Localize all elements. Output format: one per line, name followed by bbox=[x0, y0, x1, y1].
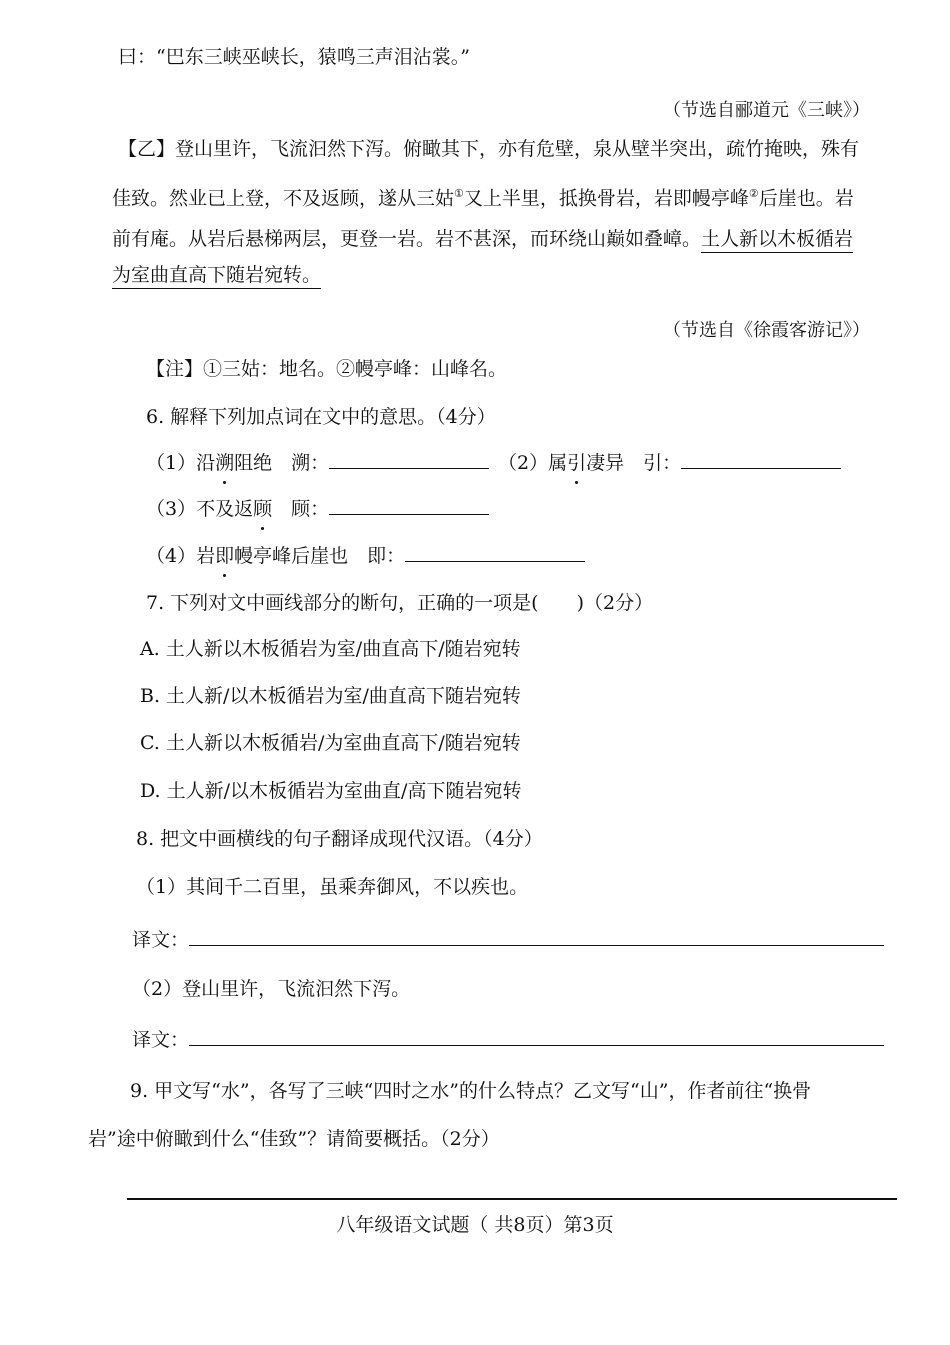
annotation-note: 【注】①三姑：地名。②幔亭峰：山峰名。 bbox=[146, 358, 508, 380]
q8-title: 8. 把文中画横线的句子翻译成现代汉语。（4分） bbox=[136, 828, 543, 850]
q7-title: 7. 下列对文中画线部分的断句，正确的一项是( )（2分） bbox=[146, 592, 654, 614]
translate-label: 译文： bbox=[132, 929, 190, 951]
q7-option-a: A. 土人新以木板循岩为室/曲直高下/随岩宛转 bbox=[140, 638, 521, 660]
q6-text: （2）属 bbox=[498, 452, 568, 474]
footnote-marker: ① bbox=[454, 187, 464, 200]
jia-passage-end: 曰：“巴东三峡巫峡长，猿鸣三声泪沾裳。” bbox=[118, 46, 470, 68]
dotted-word: 即 bbox=[215, 545, 235, 567]
yi-passage-line1 bbox=[118, 136, 859, 162]
q9-line2: 岩”途中俯瞰到什么“佳致”？请简要概括。（2分） bbox=[88, 1128, 500, 1150]
q8-sentence1: （1）其间千二百里，虽乘奔御风，不以疾也。 bbox=[136, 876, 529, 898]
yi-source: （节选自《徐霞客游记》） bbox=[663, 320, 870, 341]
q8-sentence2: （2）登山里许，飞流汩然下泻。 bbox=[132, 978, 411, 1000]
footer-divider bbox=[127, 1198, 897, 1200]
q6-text: （3）不及返 bbox=[146, 498, 254, 520]
answer-blank[interactable] bbox=[189, 927, 884, 946]
q6-item2 bbox=[498, 450, 841, 476]
q6-item1 bbox=[146, 450, 489, 476]
answer-blank[interactable] bbox=[681, 450, 841, 469]
q8-translation1 bbox=[132, 927, 884, 953]
page-footer: 八年级语文试题（ 共8页）第3页 bbox=[336, 1214, 614, 1236]
q6-text: 凄异 引： bbox=[586, 452, 682, 474]
q6-text: （4）岩 bbox=[146, 545, 216, 567]
q6-text: 阻绝 溯： bbox=[234, 452, 330, 474]
yi-text: 登山里许，飞流汩然下泻。俯瞰其下，亦有危壁，泉从壁半突出，疏竹掩映，殊有 bbox=[175, 138, 860, 160]
footnote-marker: ② bbox=[748, 187, 759, 200]
q6-item4 bbox=[146, 543, 585, 569]
q7-option-d: D. 土人新/以木板循岩为室曲直/高下随岩宛转 bbox=[140, 780, 522, 802]
answer-blank[interactable] bbox=[329, 496, 489, 515]
q6-text: 顾： bbox=[272, 498, 330, 520]
answer-blank[interactable] bbox=[189, 1027, 884, 1046]
q6-item3 bbox=[146, 496, 489, 522]
yi-label: 【乙】 bbox=[118, 138, 176, 160]
q6-text: 幔亭峰后崖也 即： bbox=[234, 545, 406, 567]
underlined-sentence: 土人新以木板循岩 bbox=[701, 228, 853, 253]
yi-passage-line3 bbox=[112, 226, 853, 252]
yi-text: 佳致。然业已上登，不及返顾，遂从三姑 bbox=[112, 187, 455, 210]
q9-line1: 9. 甲文写“水”，各写了三峡“四时之水”的什么特点？乙文写“山”，作者前往“换骨 bbox=[130, 1080, 812, 1102]
jia-source: （节选自郦道元《三峡》） bbox=[663, 100, 870, 121]
answer-blank[interactable] bbox=[329, 450, 489, 469]
yi-passage-line2 bbox=[112, 181, 854, 211]
q6-title: 6. 解释下列加点词在文中的意思。（4分） bbox=[146, 406, 496, 428]
q7-option-b: B. 土人新/以木板循岩为室/曲直高下随岩宛转 bbox=[140, 685, 521, 707]
yi-text: 又上半里，抵换骨岩，岩即幔亭峰 bbox=[463, 187, 749, 210]
q8-translation2 bbox=[132, 1027, 884, 1053]
dotted-word: 溯 bbox=[215, 452, 235, 474]
answer-blank[interactable] bbox=[405, 543, 585, 562]
dotted-word: 引 bbox=[567, 452, 587, 474]
dotted-word: 顾 bbox=[253, 498, 273, 520]
yi-passage-line4 bbox=[112, 262, 321, 288]
yi-text: 前有庵。从岩后悬梯两层，更登一岩。岩不甚深，而环绕山巅如叠嶂。 bbox=[112, 228, 702, 250]
underlined-sentence: 为室曲直高下随岩宛转。 bbox=[112, 264, 321, 289]
q7-option-c: C. 土人新以木板循岩/为室曲直高下/随岩宛转 bbox=[140, 732, 521, 754]
q6-text: （1）沿 bbox=[146, 452, 216, 474]
translate-label: 译文： bbox=[132, 1029, 190, 1051]
yi-text: 后崖也。岩 bbox=[758, 187, 854, 210]
